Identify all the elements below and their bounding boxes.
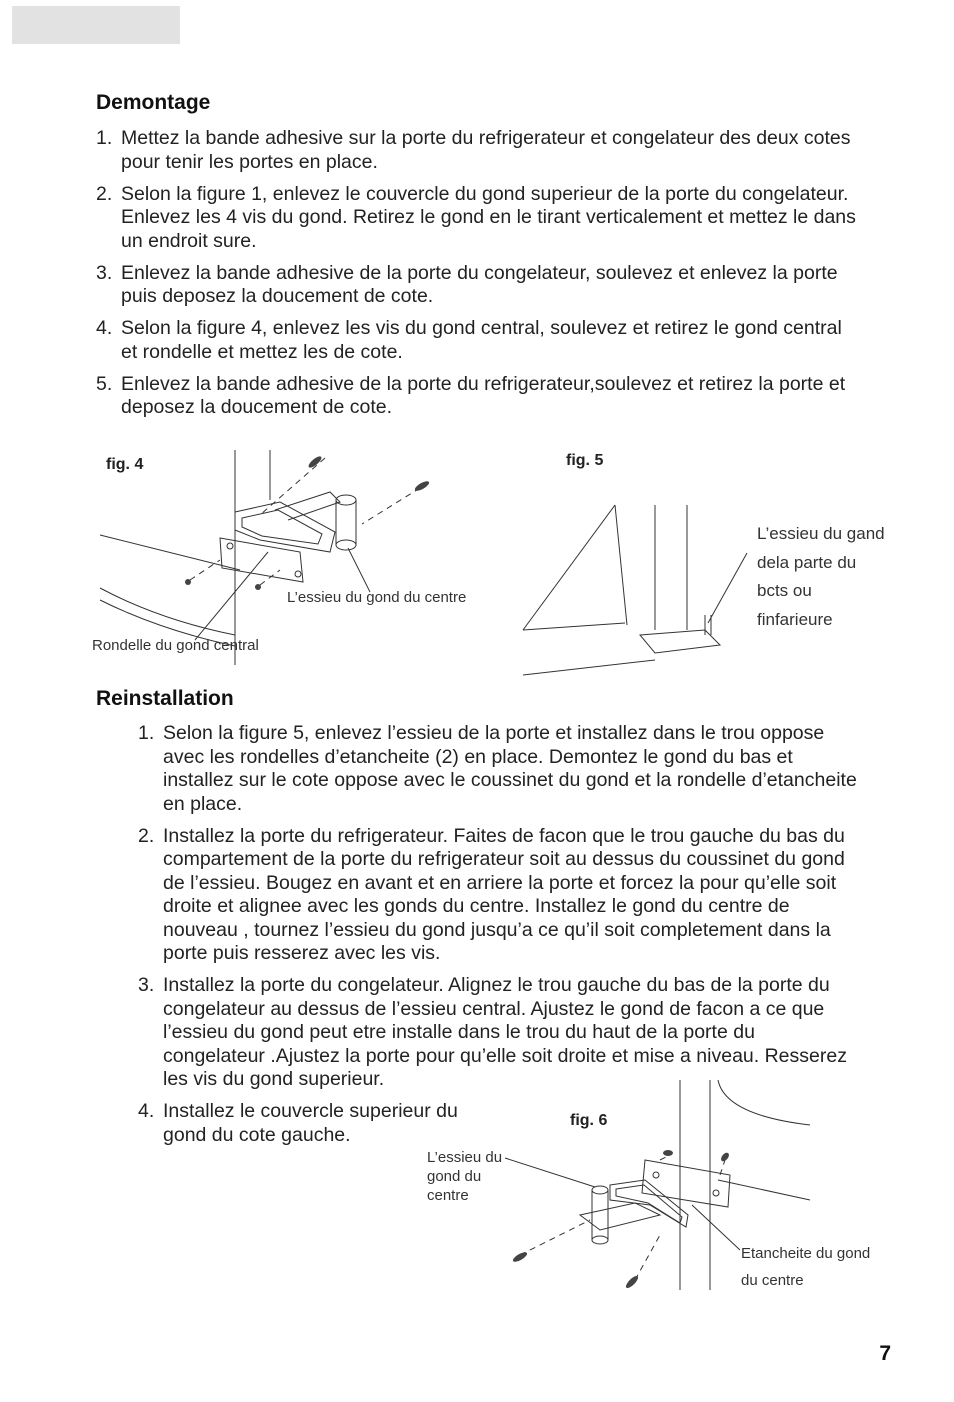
fig5-callout: L’essieu du gand dela parte du bcts ou finfarieure: [757, 524, 885, 629]
fig4-label: fig. 4: [106, 456, 144, 473]
fig4-callout-axle: L’essieu du gond du centre: [287, 589, 467, 606]
list-item: 2. Installez la porte du refrigerateur. Faites de facon que le trou gauche du bas du compartement de la porte du refrigerateur soit au dessus du coussinet du gond de l’essieu. Bougez en avant et en arriere la porte et forcez la pour qu’elle soit droite et alignee avec les gonds du centre. Installez le gond du centre de nouveau , tournez l’essieu du gond jusqu’a ce qu’il soit completement dans la porte puis resserez avec les vis.: [138, 824, 845, 964]
list-item: 4. Selon la figure 4, enlevez les vis du gond central, soulevez et retirez le gond central et rondelle et mettez les de cote.: [96, 317, 842, 363]
section-tab: [12, 6, 180, 44]
reinstallation-heading: Reinstallation: [96, 687, 234, 710]
fig6-callout-seal: Etancheite du gond du centre: [741, 1245, 871, 1289]
fig4-callout-washer: Rondelle du gond central: [92, 637, 259, 654]
list-item: 3. Installez la porte du congelateur. Alignez le trou gauche du bas de la porte du congelateur au dessus de l’essieu central. Ajustez le gond de facon a ce que l’essieu du gond peut etre installe dans le trou du haut de la porte du congelateur .Ajustez la porte pour qu’elle soit droite et mise a niveau. Resserez les vis du gond superieur.: [138, 974, 847, 1090]
fig6-label: fig. 6: [570, 1112, 608, 1129]
demontage-heading: Demontage: [96, 91, 211, 114]
fig5-label: fig. 5: [566, 452, 604, 469]
page-number: 7: [879, 1342, 891, 1365]
fig5-drawing: [515, 495, 755, 685]
list-item: 4. Installez le couvercle superieur du gond du cote gauche.: [138, 1100, 458, 1146]
list-item: 1. Mettez la bande adhesive sur la porte du refrigerateur et congelateur des deux cotes pour tenir les portes en place.: [96, 127, 851, 173]
list-item: 2. Selon la figure 1, enlevez le couvercle du gond superieur de la porte du congelateur. Enlevez les 4 vis du gond. Retirez le gond en le tirant verticalement et mettez le dans un endroit sure.: [96, 182, 856, 252]
list-item: 3. Enlevez la bande adhesive de la porte du congelateur, soulevez et enlevez la porte puis deposez la doucement de cote.: [96, 261, 838, 307]
list-item: 5. Enlevez la bande adhesive de la porte du refrigerateur,soulevez et retirez la porte et deposez la doucement de cote.: [96, 372, 846, 418]
demontage-steps: [96, 127, 861, 428]
list-item: 1. Selon la figure 5, enlevez l’essieu de la porte et installez dans le trou oppose avec les rondelles d’etancheite (2) en place. Demontez le gond du bas et installez sur le cote oppose avec le coussinet du gond et la rondelle d’etancheite en place.: [138, 722, 857, 815]
fig6-callout-axle: L’essieu du gond du centre: [427, 1149, 503, 1204]
